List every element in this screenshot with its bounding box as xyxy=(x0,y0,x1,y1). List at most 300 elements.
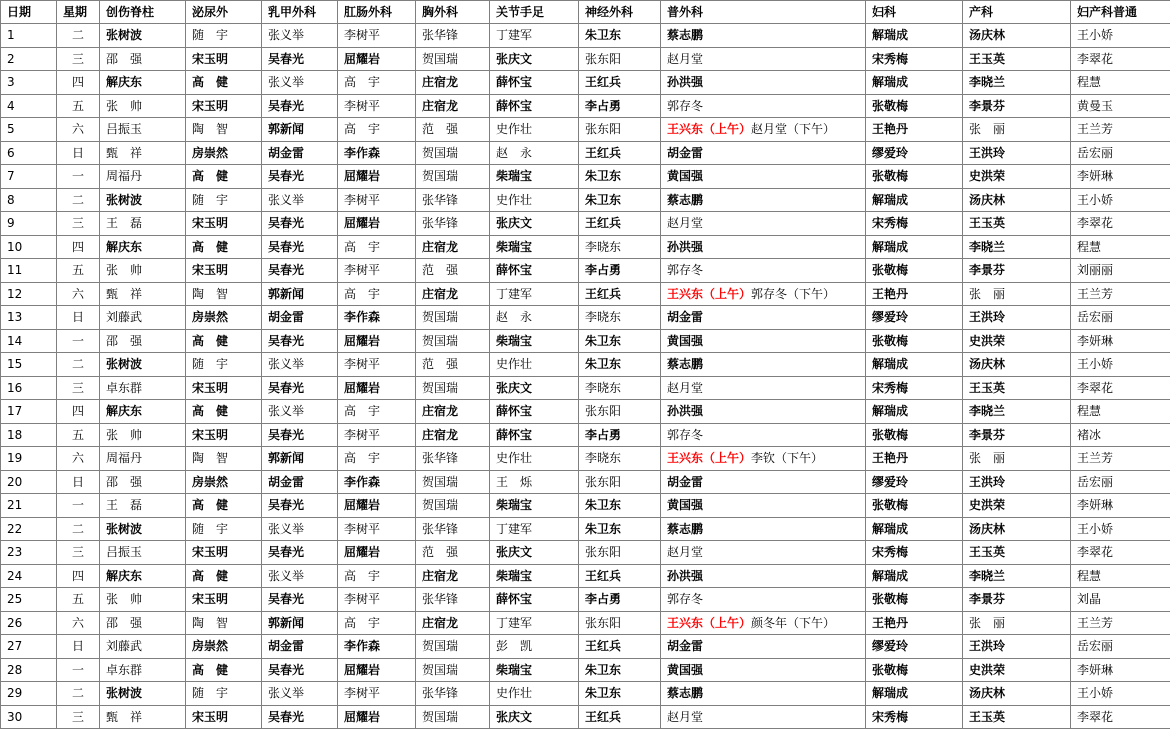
cell-urology: 宋玉明 xyxy=(186,259,262,283)
cell-urology: 随 宇 xyxy=(186,188,262,212)
cell-trauma-spine: 吕振玉 xyxy=(100,118,186,142)
cell-date: 5 xyxy=(1,118,57,142)
cell-joint-hand-foot: 史作壮 xyxy=(490,682,579,706)
cell-joint-hand-foot: 赵 永 xyxy=(490,306,579,330)
cell-breast-thyroid: 张义举 xyxy=(262,353,338,377)
cell-gynecology: 张敬梅 xyxy=(866,165,963,189)
cell-neurosurgery: 张东阳 xyxy=(579,470,661,494)
cell-urology: 宋玉明 xyxy=(186,541,262,565)
cell-gynecology: 张敬梅 xyxy=(866,329,963,353)
cell-trauma-spine: 解庆东 xyxy=(100,564,186,588)
cell-general-surgery: 孙洪强 xyxy=(661,235,866,259)
table-row xyxy=(1,24,1170,48)
cell-urology: 高 健 xyxy=(186,494,262,518)
table-row xyxy=(1,259,1170,283)
cell-trauma-spine: 吕振玉 xyxy=(100,541,186,565)
cell-general-surgery: 蔡志鹏 xyxy=(661,188,866,212)
cell-ob-gyn-general: 刘晶 xyxy=(1071,588,1170,612)
cell-ob-gyn-general: 王小娇 xyxy=(1071,24,1170,48)
cell-date: 28 xyxy=(1,658,57,682)
cell-thoracic: 庄宿龙 xyxy=(416,400,490,424)
cell-joint-hand-foot: 王 烁 xyxy=(490,470,579,494)
cell-general-surgery: 赵月堂 xyxy=(661,47,866,71)
cell-gynecology: 张敬梅 xyxy=(866,658,963,682)
cell-anorectal: 高 宇 xyxy=(338,71,416,95)
cell-date: 14 xyxy=(1,329,57,353)
cell-general-surgery: 孙洪强 xyxy=(661,71,866,95)
cell-thoracic: 庄宿龙 xyxy=(416,235,490,259)
cell-weekday: 六 xyxy=(57,282,100,306)
cell-weekday: 一 xyxy=(57,494,100,518)
cell-ob-gyn-general: 王小娇 xyxy=(1071,353,1170,377)
cell-date: 25 xyxy=(1,588,57,612)
cell-ob-gyn-general: 李翠花 xyxy=(1071,376,1170,400)
cell-urology: 高 健 xyxy=(186,400,262,424)
cell-date: 24 xyxy=(1,564,57,588)
morning-shift: 王兴东（上午） xyxy=(667,451,752,466)
cell-date: 1 xyxy=(1,24,57,48)
cell-ob-gyn-general: 李翠花 xyxy=(1071,541,1170,565)
cell-breast-thyroid: 胡金雷 xyxy=(262,635,338,659)
cell-ob-gyn-general: 李妍琳 xyxy=(1071,165,1170,189)
cell-joint-hand-foot: 史作壮 xyxy=(490,118,579,142)
cell-general-surgery: 赵月堂 xyxy=(661,376,866,400)
cell-date: 13 xyxy=(1,306,57,330)
cell-breast-thyroid: 吴春光 xyxy=(262,541,338,565)
cell-neurosurgery: 李晓东 xyxy=(579,306,661,330)
cell-anorectal: 李树平 xyxy=(338,588,416,612)
table-row xyxy=(1,188,1170,212)
cell-trauma-spine: 甄 祥 xyxy=(100,705,186,729)
cell-date: 16 xyxy=(1,376,57,400)
cell-breast-thyroid: 张义举 xyxy=(262,517,338,541)
cell-breast-thyroid: 胡金雷 xyxy=(262,306,338,330)
cell-neurosurgery: 朱卫东 xyxy=(579,188,661,212)
cell-thoracic: 贺国瑞 xyxy=(416,329,490,353)
cell-date: 7 xyxy=(1,165,57,189)
header-anorectal: 肛肠外科 xyxy=(338,1,416,24)
cell-joint-hand-foot: 柴瑞宝 xyxy=(490,165,579,189)
cell-anorectal: 李作森 xyxy=(338,635,416,659)
cell-breast-thyroid: 吴春光 xyxy=(262,588,338,612)
cell-neurosurgery: 王红兵 xyxy=(579,71,661,95)
cell-obstetrics: 李景芬 xyxy=(963,259,1071,283)
cell-weekday: 五 xyxy=(57,423,100,447)
cell-joint-hand-foot: 史作壮 xyxy=(490,447,579,471)
cell-general-surgery: 郭存冬 xyxy=(661,259,866,283)
header-neurosurgery: 神经外科 xyxy=(579,1,661,24)
table-row xyxy=(1,423,1170,447)
cell-neurosurgery: 张东阳 xyxy=(579,118,661,142)
cell-gynecology: 宋秀梅 xyxy=(866,47,963,71)
cell-joint-hand-foot: 柴瑞宝 xyxy=(490,329,579,353)
cell-ob-gyn-general: 王兰芳 xyxy=(1071,611,1170,635)
cell-joint-hand-foot: 张庆文 xyxy=(490,47,579,71)
cell-ob-gyn-general: 岳宏丽 xyxy=(1071,470,1170,494)
cell-thoracic: 贺国瑞 xyxy=(416,635,490,659)
cell-general-surgery: 蔡志鹏 xyxy=(661,353,866,377)
cell-urology: 房崇然 xyxy=(186,470,262,494)
cell-joint-hand-foot: 赵 永 xyxy=(490,141,579,165)
cell-trauma-spine: 邵 强 xyxy=(100,470,186,494)
table-row xyxy=(1,635,1170,659)
cell-urology: 宋玉明 xyxy=(186,94,262,118)
cell-weekday: 三 xyxy=(57,47,100,71)
cell-obstetrics: 李晓兰 xyxy=(963,564,1071,588)
cell-neurosurgery: 李占勇 xyxy=(579,588,661,612)
cell-trauma-spine: 王 磊 xyxy=(100,212,186,236)
cell-obstetrics: 王玉英 xyxy=(963,212,1071,236)
cell-anorectal: 屈耀岩 xyxy=(338,376,416,400)
cell-weekday: 六 xyxy=(57,611,100,635)
cell-ob-gyn-general: 褚冰 xyxy=(1071,423,1170,447)
cell-date: 9 xyxy=(1,212,57,236)
cell-thoracic: 张华锋 xyxy=(416,682,490,706)
cell-thoracic: 范 强 xyxy=(416,259,490,283)
table-row xyxy=(1,212,1170,236)
cell-general-surgery: 蔡志鹏 xyxy=(661,682,866,706)
cell-general-surgery: 蔡志鹏 xyxy=(661,517,866,541)
cell-neurosurgery: 李晓东 xyxy=(579,376,661,400)
cell-general-surgery: 孙洪强 xyxy=(661,564,866,588)
cell-neurosurgery: 朱卫东 xyxy=(579,165,661,189)
cell-date: 30 xyxy=(1,705,57,729)
cell-urology: 宋玉明 xyxy=(186,705,262,729)
cell-urology: 房崇然 xyxy=(186,306,262,330)
header-thoracic: 胸外科 xyxy=(416,1,490,24)
cell-ob-gyn-general: 岳宏丽 xyxy=(1071,635,1170,659)
cell-weekday: 五 xyxy=(57,588,100,612)
cell-general-surgery xyxy=(661,118,866,142)
cell-obstetrics: 张 丽 xyxy=(963,611,1071,635)
cell-gynecology: 解瑞成 xyxy=(866,235,963,259)
cell-gynecology: 解瑞成 xyxy=(866,564,963,588)
cell-general-surgery: 蔡志鹏 xyxy=(661,24,866,48)
header-obstetrics: 产科 xyxy=(963,1,1071,24)
cell-weekday: 日 xyxy=(57,470,100,494)
cell-neurosurgery: 李占勇 xyxy=(579,423,661,447)
cell-neurosurgery: 李占勇 xyxy=(579,259,661,283)
cell-ob-gyn-general: 王兰芳 xyxy=(1071,282,1170,306)
cell-thoracic: 贺国瑞 xyxy=(416,470,490,494)
cell-thoracic: 贺国瑞 xyxy=(416,494,490,518)
cell-thoracic: 范 强 xyxy=(416,541,490,565)
table-row xyxy=(1,329,1170,353)
cell-neurosurgery: 李晓东 xyxy=(579,235,661,259)
table-row xyxy=(1,353,1170,377)
header-breast-thyroid: 乳甲外科 xyxy=(262,1,338,24)
cell-gynecology: 张敬梅 xyxy=(866,423,963,447)
table-row xyxy=(1,705,1170,729)
cell-urology: 陶 智 xyxy=(186,447,262,471)
cell-trauma-spine: 张树波 xyxy=(100,24,186,48)
cell-urology: 宋玉明 xyxy=(186,376,262,400)
cell-breast-thyroid: 郭新闻 xyxy=(262,282,338,306)
cell-breast-thyroid: 吴春光 xyxy=(262,165,338,189)
table-row xyxy=(1,564,1170,588)
cell-weekday: 三 xyxy=(57,541,100,565)
cell-trauma-spine: 刘藤武 xyxy=(100,635,186,659)
cell-date: 22 xyxy=(1,517,57,541)
cell-urology: 房崇然 xyxy=(186,635,262,659)
cell-breast-thyroid: 郭新闻 xyxy=(262,611,338,635)
cell-general-surgery xyxy=(661,282,866,306)
cell-joint-hand-foot: 丁建军 xyxy=(490,24,579,48)
cell-thoracic: 张华锋 xyxy=(416,24,490,48)
cell-gynecology: 缪爱玲 xyxy=(866,635,963,659)
cell-thoracic: 张华锋 xyxy=(416,447,490,471)
cell-ob-gyn-general: 程慧 xyxy=(1071,71,1170,95)
cell-date: 2 xyxy=(1,47,57,71)
cell-joint-hand-foot: 柴瑞宝 xyxy=(490,235,579,259)
cell-anorectal: 李树平 xyxy=(338,353,416,377)
cell-obstetrics: 汤庆林 xyxy=(963,24,1071,48)
cell-obstetrics: 张 丽 xyxy=(963,447,1071,471)
cell-urology: 随 宇 xyxy=(186,682,262,706)
table-row xyxy=(1,494,1170,518)
cell-joint-hand-foot: 张庆文 xyxy=(490,212,579,236)
cell-gynecology: 王艳丹 xyxy=(866,282,963,306)
cell-obstetrics: 李晓兰 xyxy=(963,235,1071,259)
cell-general-surgery: 胡金雷 xyxy=(661,306,866,330)
cell-anorectal: 李树平 xyxy=(338,24,416,48)
morning-shift: 王兴东（上午） xyxy=(667,615,752,630)
cell-urology: 宋玉明 xyxy=(186,47,262,71)
cell-gynecology: 张敬梅 xyxy=(866,494,963,518)
cell-gynecology: 解瑞成 xyxy=(866,188,963,212)
cell-gynecology: 解瑞成 xyxy=(866,71,963,95)
cell-date: 20 xyxy=(1,470,57,494)
header-joint-hand-foot: 关节手足 xyxy=(490,1,579,24)
cell-anorectal: 高 宇 xyxy=(338,400,416,424)
cell-neurosurgery: 王红兵 xyxy=(579,212,661,236)
morning-shift: 王兴东（上午） xyxy=(667,122,752,137)
cell-general-surgery: 赵月堂 xyxy=(661,212,866,236)
cell-neurosurgery: 朱卫东 xyxy=(579,682,661,706)
cell-anorectal: 高 宇 xyxy=(338,118,416,142)
cell-obstetrics: 汤庆林 xyxy=(963,517,1071,541)
cell-ob-gyn-general: 李翠花 xyxy=(1071,47,1170,71)
table-row xyxy=(1,447,1170,471)
cell-urology: 高 健 xyxy=(186,235,262,259)
cell-joint-hand-foot: 薛怀宝 xyxy=(490,259,579,283)
cell-trauma-spine: 周福丹 xyxy=(100,165,186,189)
roster-body xyxy=(1,24,1170,729)
cell-date: 27 xyxy=(1,635,57,659)
cell-ob-gyn-general: 程慧 xyxy=(1071,235,1170,259)
cell-gynecology: 王艳丹 xyxy=(866,118,963,142)
cell-urology: 房崇然 xyxy=(186,141,262,165)
cell-general-surgery: 黄国强 xyxy=(661,658,866,682)
cell-anorectal: 屈耀岩 xyxy=(338,212,416,236)
cell-gynecology: 张敬梅 xyxy=(866,94,963,118)
cell-obstetrics: 李景芬 xyxy=(963,94,1071,118)
cell-ob-gyn-general: 李妍琳 xyxy=(1071,658,1170,682)
header-ob-gyn-general: 妇产科普通 xyxy=(1071,1,1170,24)
cell-urology: 高 健 xyxy=(186,165,262,189)
cell-ob-gyn-general: 李妍琳 xyxy=(1071,494,1170,518)
cell-neurosurgery: 朱卫东 xyxy=(579,329,661,353)
cell-urology: 陶 智 xyxy=(186,282,262,306)
cell-ob-gyn-general: 李翠花 xyxy=(1071,212,1170,236)
cell-general-surgery: 赵月堂 xyxy=(661,705,866,729)
cell-weekday: 二 xyxy=(57,24,100,48)
cell-thoracic: 贺国瑞 xyxy=(416,141,490,165)
table-row xyxy=(1,165,1170,189)
cell-ob-gyn-general: 李妍琳 xyxy=(1071,329,1170,353)
cell-urology: 高 健 xyxy=(186,329,262,353)
table-row xyxy=(1,47,1170,71)
cell-obstetrics: 汤庆林 xyxy=(963,353,1071,377)
cell-joint-hand-foot: 丁建军 xyxy=(490,282,579,306)
cell-date: 10 xyxy=(1,235,57,259)
cell-date: 26 xyxy=(1,611,57,635)
cell-weekday: 五 xyxy=(57,259,100,283)
cell-ob-gyn-general: 王小娇 xyxy=(1071,682,1170,706)
table-row xyxy=(1,376,1170,400)
cell-anorectal: 屈耀岩 xyxy=(338,658,416,682)
cell-breast-thyroid: 张义举 xyxy=(262,24,338,48)
cell-joint-hand-foot: 彭 凯 xyxy=(490,635,579,659)
cell-neurosurgery: 朱卫东 xyxy=(579,353,661,377)
afternoon-shift: 赵月堂（下午） xyxy=(751,122,836,137)
cell-weekday: 四 xyxy=(57,564,100,588)
table-row xyxy=(1,517,1170,541)
table-row xyxy=(1,658,1170,682)
cell-joint-hand-foot: 薛怀宝 xyxy=(490,423,579,447)
cell-weekday: 四 xyxy=(57,71,100,95)
table-row xyxy=(1,71,1170,95)
cell-neurosurgery: 王红兵 xyxy=(579,705,661,729)
cell-obstetrics: 张 丽 xyxy=(963,282,1071,306)
afternoon-shift: 李钦（下午） xyxy=(751,451,824,466)
cell-thoracic: 庄宿龙 xyxy=(416,71,490,95)
cell-general-surgery: 郭存冬 xyxy=(661,588,866,612)
cell-anorectal: 屈耀岩 xyxy=(338,165,416,189)
header-date: 日期 xyxy=(1,1,57,24)
cell-anorectal: 李树平 xyxy=(338,517,416,541)
cell-breast-thyroid: 张义举 xyxy=(262,564,338,588)
cell-general-surgery: 黄国强 xyxy=(661,329,866,353)
cell-anorectal: 李树平 xyxy=(338,423,416,447)
cell-thoracic: 庄宿龙 xyxy=(416,611,490,635)
cell-date: 15 xyxy=(1,353,57,377)
cell-thoracic: 张华锋 xyxy=(416,517,490,541)
cell-anorectal: 高 宇 xyxy=(338,611,416,635)
cell-gynecology: 宋秀梅 xyxy=(866,212,963,236)
header-urology: 泌尿外 xyxy=(186,1,262,24)
cell-neurosurgery: 王红兵 xyxy=(579,564,661,588)
cell-breast-thyroid: 吴春光 xyxy=(262,376,338,400)
cell-ob-gyn-general: 程慧 xyxy=(1071,400,1170,424)
cell-trauma-spine: 卓东群 xyxy=(100,658,186,682)
cell-neurosurgery: 王红兵 xyxy=(579,635,661,659)
cell-anorectal: 李作森 xyxy=(338,306,416,330)
header-trauma-spine: 创伤脊柱 xyxy=(100,1,186,24)
cell-thoracic: 贺国瑞 xyxy=(416,306,490,330)
cell-trauma-spine: 甄 祥 xyxy=(100,282,186,306)
cell-general-surgery: 黄国强 xyxy=(661,494,866,518)
cell-urology: 陶 智 xyxy=(186,611,262,635)
cell-general-surgery: 胡金雷 xyxy=(661,635,866,659)
cell-neurosurgery: 张东阳 xyxy=(579,400,661,424)
cell-trauma-spine: 张 帅 xyxy=(100,423,186,447)
cell-weekday: 四 xyxy=(57,235,100,259)
cell-trauma-spine: 张 帅 xyxy=(100,94,186,118)
cell-trauma-spine: 解庆东 xyxy=(100,400,186,424)
cell-weekday: 六 xyxy=(57,118,100,142)
cell-weekday: 二 xyxy=(57,188,100,212)
cell-neurosurgery: 张东阳 xyxy=(579,611,661,635)
cell-joint-hand-foot: 丁建军 xyxy=(490,611,579,635)
cell-anorectal: 高 宇 xyxy=(338,282,416,306)
cell-neurosurgery: 朱卫东 xyxy=(579,658,661,682)
cell-thoracic: 贺国瑞 xyxy=(416,658,490,682)
cell-general-surgery: 赵月堂 xyxy=(661,541,866,565)
cell-date: 3 xyxy=(1,71,57,95)
cell-date: 8 xyxy=(1,188,57,212)
cell-joint-hand-foot: 史作壮 xyxy=(490,353,579,377)
cell-general-surgery: 胡金雷 xyxy=(661,470,866,494)
cell-weekday: 日 xyxy=(57,635,100,659)
cell-urology: 随 宇 xyxy=(186,24,262,48)
cell-general-surgery: 胡金雷 xyxy=(661,141,866,165)
cell-trauma-spine: 张 帅 xyxy=(100,588,186,612)
cell-general-surgery: 孙洪强 xyxy=(661,400,866,424)
cell-joint-hand-foot: 丁建军 xyxy=(490,517,579,541)
cell-thoracic: 贺国瑞 xyxy=(416,705,490,729)
table-row xyxy=(1,94,1170,118)
cell-weekday: 四 xyxy=(57,400,100,424)
cell-date: 19 xyxy=(1,447,57,471)
cell-breast-thyroid: 郭新闻 xyxy=(262,447,338,471)
cell-urology: 宋玉明 xyxy=(186,588,262,612)
cell-gynecology: 解瑞成 xyxy=(866,517,963,541)
cell-date: 21 xyxy=(1,494,57,518)
cell-anorectal: 李作森 xyxy=(338,470,416,494)
cell-joint-hand-foot: 薛怀宝 xyxy=(490,400,579,424)
cell-general-surgery: 黄国强 xyxy=(661,165,866,189)
cell-weekday: 日 xyxy=(57,306,100,330)
cell-weekday: 一 xyxy=(57,165,100,189)
cell-breast-thyroid: 郭新闻 xyxy=(262,118,338,142)
cell-joint-hand-foot: 张庆文 xyxy=(490,541,579,565)
cell-trauma-spine: 王 磊 xyxy=(100,494,186,518)
cell-date: 17 xyxy=(1,400,57,424)
cell-breast-thyroid: 吴春光 xyxy=(262,423,338,447)
cell-joint-hand-foot: 薛怀宝 xyxy=(490,94,579,118)
cell-neurosurgery: 王红兵 xyxy=(579,141,661,165)
cell-ob-gyn-general: 程慧 xyxy=(1071,564,1170,588)
cell-joint-hand-foot: 柴瑞宝 xyxy=(490,564,579,588)
cell-thoracic: 贺国瑞 xyxy=(416,165,490,189)
cell-date: 6 xyxy=(1,141,57,165)
cell-anorectal: 屈耀岩 xyxy=(338,47,416,71)
cell-ob-gyn-general: 王小娇 xyxy=(1071,188,1170,212)
cell-anorectal: 李树平 xyxy=(338,188,416,212)
morning-shift: 王兴东（上午） xyxy=(667,286,752,301)
cell-trauma-spine: 解庆东 xyxy=(100,235,186,259)
afternoon-shift: 颜冬年（下午） xyxy=(751,615,836,630)
cell-obstetrics: 史洪荣 xyxy=(963,165,1071,189)
cell-obstetrics: 李晓兰 xyxy=(963,400,1071,424)
cell-obstetrics: 张 丽 xyxy=(963,118,1071,142)
cell-weekday: 一 xyxy=(57,658,100,682)
header-weekday: 星期 xyxy=(57,1,100,24)
table-row xyxy=(1,470,1170,494)
cell-trauma-spine: 邵 强 xyxy=(100,611,186,635)
cell-breast-thyroid: 吴春光 xyxy=(262,94,338,118)
